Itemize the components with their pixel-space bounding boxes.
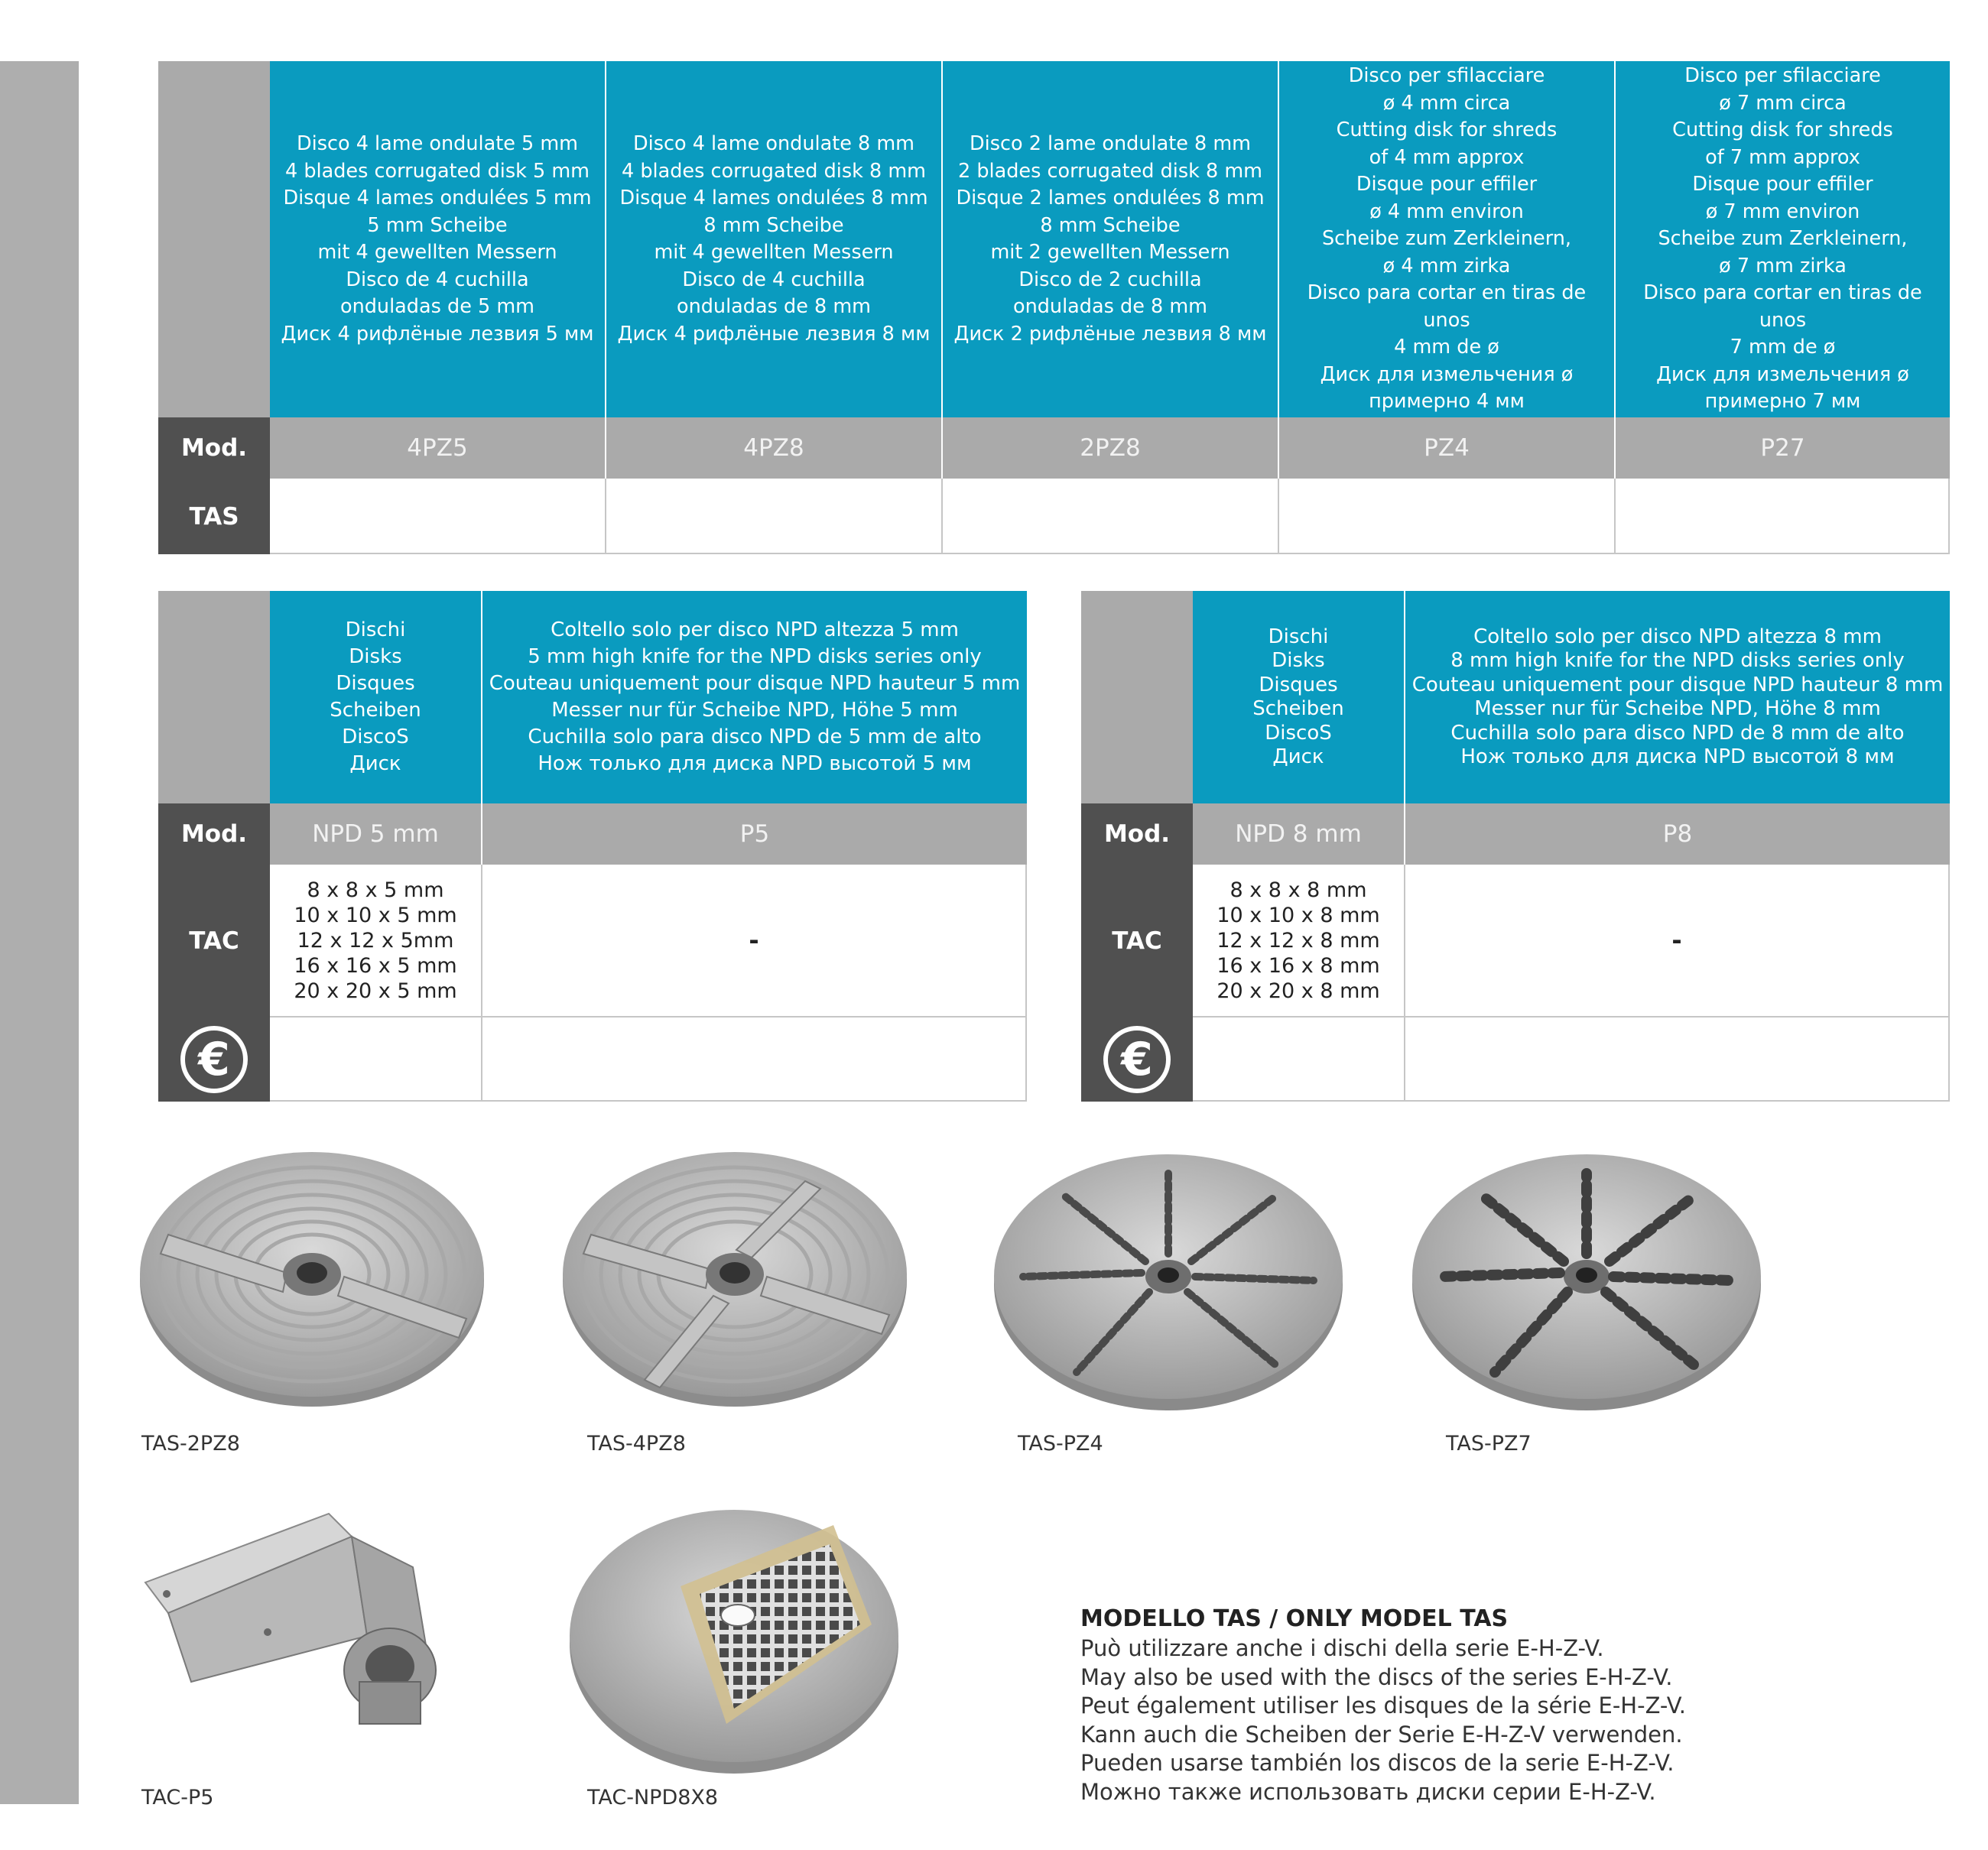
mod-value: NPD 8 mm <box>1193 803 1404 865</box>
table-npd-8mm <box>1081 591 1950 1102</box>
tac-knife-value: - <box>1405 865 1950 1018</box>
table-tas-disks <box>158 61 1950 554</box>
product-caption: TAS-PZ7 <box>1446 1432 1532 1456</box>
tas-cell <box>1279 479 1616 554</box>
knife-blade-image <box>138 1498 466 1735</box>
price-label <box>158 1018 270 1102</box>
mod-value: P27 <box>1616 417 1950 479</box>
col-desc: Disco per sfilacciare ø 7 mm circa Cutting disk for shreds of 7 mm approx Disque pour effiler ø 7 mm environ Scheibe zum Zerkleinern, ø 7 mm zirka Disco para cortar en tiras de unos 7 mm de ø Диск для измельчения ø примерно 7 мм <box>1616 61 1950 417</box>
product-caption: TAC-P5 <box>141 1786 214 1809</box>
tac-knife-value: - <box>482 865 1027 1018</box>
note-lines <box>1080 1634 1686 1806</box>
mod-label: Mod. <box>158 417 270 479</box>
note-title: MODELLO TAS / ONLY MODEL TAS <box>1080 1605 1509 1632</box>
price-label <box>1081 1018 1193 1102</box>
tac-sizes: 8 x 8 x 5 mm 10 x 10 x 5 mm 12 x 12 x 5mm 16 x 16 x 5 mm 20 x 20 x 5 mm <box>270 865 482 1018</box>
tac-label: TAC <box>1081 865 1193 1018</box>
tas-cell <box>943 479 1279 554</box>
shredding-disk-7mm-image <box>1411 1151 1762 1414</box>
price-cell <box>482 1018 1027 1102</box>
mod-label: Mod. <box>158 803 270 865</box>
knife-desc: Coltello solo per disco NPD altezza 8 mm 8 mm high knife for the NPD disks series only Couteau uniquement pour disque NPD hauteur 8 mm Messer nur für Scheibe NPD, Höhe 8 mm Cuchilla solo para disco NPD de 8 mm de alto Нож только для диска NPD высотой 8 мм <box>1405 591 1950 803</box>
price-cell <box>1405 1018 1950 1102</box>
mod-value: 4PZ5 <box>270 417 605 479</box>
tas-cell <box>1616 479 1950 554</box>
price-cell <box>270 1018 482 1102</box>
note-line: Можно также использовать диски серии E-H-Z-V. <box>1080 1778 1656 1805</box>
euro-icon: € <box>180 1026 248 1093</box>
tas-cell <box>270 479 606 554</box>
mod-value: P8 <box>1405 803 1950 865</box>
tas-label: TAS <box>158 479 270 554</box>
col-desc: Disco 4 lame ondulate 8 mm 4 blades corrugated disk 8 mm Disque 4 lames ondulées 8 mm 8 mm Scheibe mit 4 gewellten Messern Disco de 4 cuchilla onduladas de 8 mm Диск 4 рифлёные лезвия 8 мм <box>606 61 941 417</box>
tas-cell <box>606 479 943 554</box>
product-caption: TAS-4PZ8 <box>587 1432 686 1456</box>
mod-value: 4PZ8 <box>606 417 941 479</box>
knife-desc: Coltello solo per disco NPD altezza 5 mm 5 mm high knife for the NPD disks series only Couteau uniquement pour disque NPD hauteur 5 mm Messer nur für Scheibe NPD, Höhe 5 mm Cuchilla solo para disco NPD de 5 mm de alto Нож только для диска NPD высотой 5 мм <box>482 591 1027 803</box>
corrugated-disk-4-blades-image <box>560 1151 912 1410</box>
col-desc: Disco 2 lame ondulate 8 mm 2 blades corrugated disk 8 mm Disque 2 lames ondulées 8 mm 8 mm Scheibe mit 2 gewellten Messern Disco de 2 cuchilla onduladas de 8 mm Диск 2 рифлёные лезвия 8 мм <box>943 61 1278 417</box>
disks-desc: Dischi Disks Disques Scheiben DiscoS Диск <box>1193 591 1404 803</box>
mod-value: PZ4 <box>1279 417 1614 479</box>
header-corner <box>158 591 270 803</box>
mod-value: NPD 5 mm <box>270 803 481 865</box>
note-line: Kann auch die Scheiben der Serie E-H-Z-V verwenden. <box>1080 1721 1683 1748</box>
tac-label: TAC <box>158 865 270 1018</box>
mod-value: P5 <box>482 803 1027 865</box>
corrugated-disk-2-blades-image <box>138 1151 489 1410</box>
euro-icon: € <box>1103 1026 1171 1093</box>
header-corner <box>158 61 270 417</box>
product-caption: TAS-2PZ8 <box>141 1432 240 1456</box>
side-bar <box>0 61 79 1804</box>
disks-desc: Dischi Disks Disques Scheiben DiscoS Диск <box>270 591 481 803</box>
note-line: Peut également utiliser les disques de la série E-H-Z-V. <box>1080 1693 1687 1719</box>
product-caption: TAS-PZ4 <box>1018 1432 1103 1456</box>
tac-sizes: 8 x 8 x 8 mm 10 x 10 x 8 mm 12 x 12 x 8 mm 16 x 16 x 8 mm 20 x 20 x 8 mm <box>1193 865 1405 1018</box>
mod-label: Mod. <box>1081 803 1193 865</box>
note-line: May also be used with the discs of the series E-H-Z-V. <box>1080 1663 1673 1690</box>
price-cell <box>1193 1018 1405 1102</box>
shredding-disk-4mm-image <box>992 1151 1344 1414</box>
dicing-grid-disk-image <box>566 1495 902 1777</box>
note-line: Può utilizzare anche i dischi della serie E-H-Z-V. <box>1080 1635 1604 1661</box>
header-corner <box>1081 591 1193 803</box>
mod-value: 2PZ8 <box>943 417 1278 479</box>
col-desc: Disco per sfilacciare ø 4 mm circa Cutting disk for shreds of 4 mm approx Disque pour effiler ø 4 mm environ Scheibe zum Zerkleinern, ø 4 mm zirka Disco para cortar en tiras de unos 4 mm de ø Диск для измельчения ø примерно 4 мм <box>1279 61 1614 417</box>
table-npd-5mm <box>158 591 1027 1102</box>
col-desc: Disco 4 lame ondulate 5 mm 4 blades corrugated disk 5 mm Disque 4 lames ondulées 5 mm 5 mm Scheibe mit 4 gewellten Messern Disco de 4 cuchilla onduladas de 5 mm Диск 4 рифлёные лезвия 5 мм <box>270 61 605 417</box>
product-caption: TAC-NPD8X8 <box>587 1786 719 1809</box>
note-line: Pueden usarse también los discos de la serie E-H-Z-V. <box>1080 1750 1675 1776</box>
